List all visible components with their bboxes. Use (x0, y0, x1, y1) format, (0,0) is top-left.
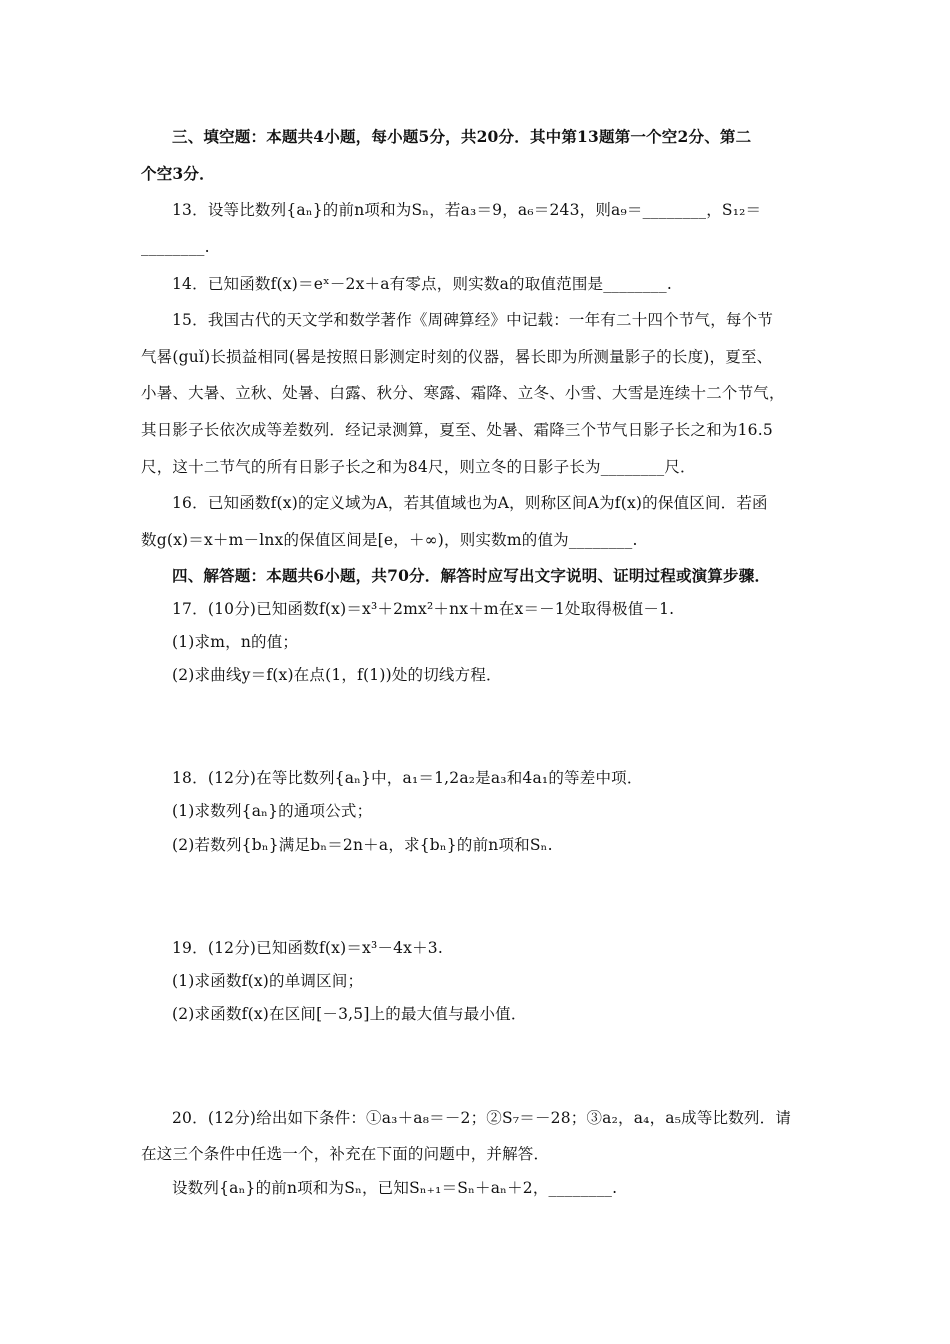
section-three-heading: 三、填空题：本题共4小题，每小题5分，共20分．其中第13题第一个空2分、第二 (172, 127, 752, 146)
question-18: 18．(12分)在等比数列{aₙ}中，a₁＝1,2a₂是a₃和4a₁的等差中项． (172, 769, 643, 787)
question-14: 14．已知函数f(x)＝eˣ－2x＋a有零点，则实数a的取值范围是________. (172, 275, 672, 293)
question-16-cont: 数g(x)＝x＋m－lnx的保值区间是[e，＋∞)，则实数m的值为________. (141, 531, 638, 549)
question-15-line-5: 尺，这十二节气的所有日影子长之和为84尺，则立冬的日影子长为________尺． (141, 458, 696, 476)
question-15-line-3: 小暑、大暑、立秋、处暑、白露、秋分、寒露、霜降、立冬、小雪、大雪是连续十二个节气， (141, 384, 785, 402)
question-15-line-4: 其日影子长依次成等差数列．经记录测算，夏至、处暑、霜降三个节气日影子长之和为16.5 (141, 421, 773, 439)
question-19: 19．(12分)已知函数f(x)＝x³－4x＋3. (172, 939, 443, 957)
section-four-heading: 四、解答题：本题共6小题，共70分．解答时应写出文字说明、证明过程或演算步骤． (172, 566, 771, 585)
section-three-heading-cont: 个空3分． (141, 164, 215, 183)
question-20-line-3: 设数列{aₙ}的前n项和为Sₙ，已知Sₙ₊₁＝Sₙ＋aₙ＋2，________. (172, 1179, 618, 1197)
question-15-line-2: 气晷(guǐ)长损益相同(晷是按照日影测定时刻的仪器，晷长即为所测量影子的长度)，夏至、 (141, 348, 773, 366)
question-19-part-1: (1)求函数f(x)的单调区间； (172, 972, 364, 990)
question-13: 13．设等比数列{aₙ}的前n项和为Sₙ，若a₃＝9，a₆＝243，则a₉＝________，S₁₂＝ (172, 201, 762, 219)
question-18-part-2: (2)若数列{bₙ}满足bₙ＝2n＋a，求{bₙ}的前n项和Sₙ. (172, 836, 553, 854)
question-15: 15．我国古代的天文学和数学著作《周碑算经》中记载：一年有二十四个节气，每个节 (172, 311, 774, 329)
question-17: 17．(10分)已知函数f(x)＝x³＋2mx²＋nx＋m在x＝－1处取得极值－1. (172, 600, 675, 618)
question-17-part-2: (2)求曲线y＝f(x)在点(1，f(1))处的切线方程． (172, 666, 502, 684)
question-19-part-2: (2)求函数f(x)在区间[－3,5]上的最大值与最小值． (172, 1005, 527, 1023)
question-17-part-1: (1)求m，n的值； (172, 633, 299, 651)
question-18-part-1: (1)求数列{aₙ}的通项公式； (172, 802, 373, 820)
question-16: 16．已知函数f(x)的定义域为A，若其值域也为A，则称区间A为f(x)的保值区间．若函 (172, 494, 768, 512)
question-20-line-2: 在这三个条件中任选一个，补充在下面的问题中，并解答． (141, 1145, 550, 1163)
question-20: 20．(12分)给出如下条件：①a₃＋a₈＝－2；②S₇＝－28；③a₂，a₄，a₅成等比数列．请 (172, 1109, 792, 1127)
question-13-cont: ________. (141, 238, 210, 256)
